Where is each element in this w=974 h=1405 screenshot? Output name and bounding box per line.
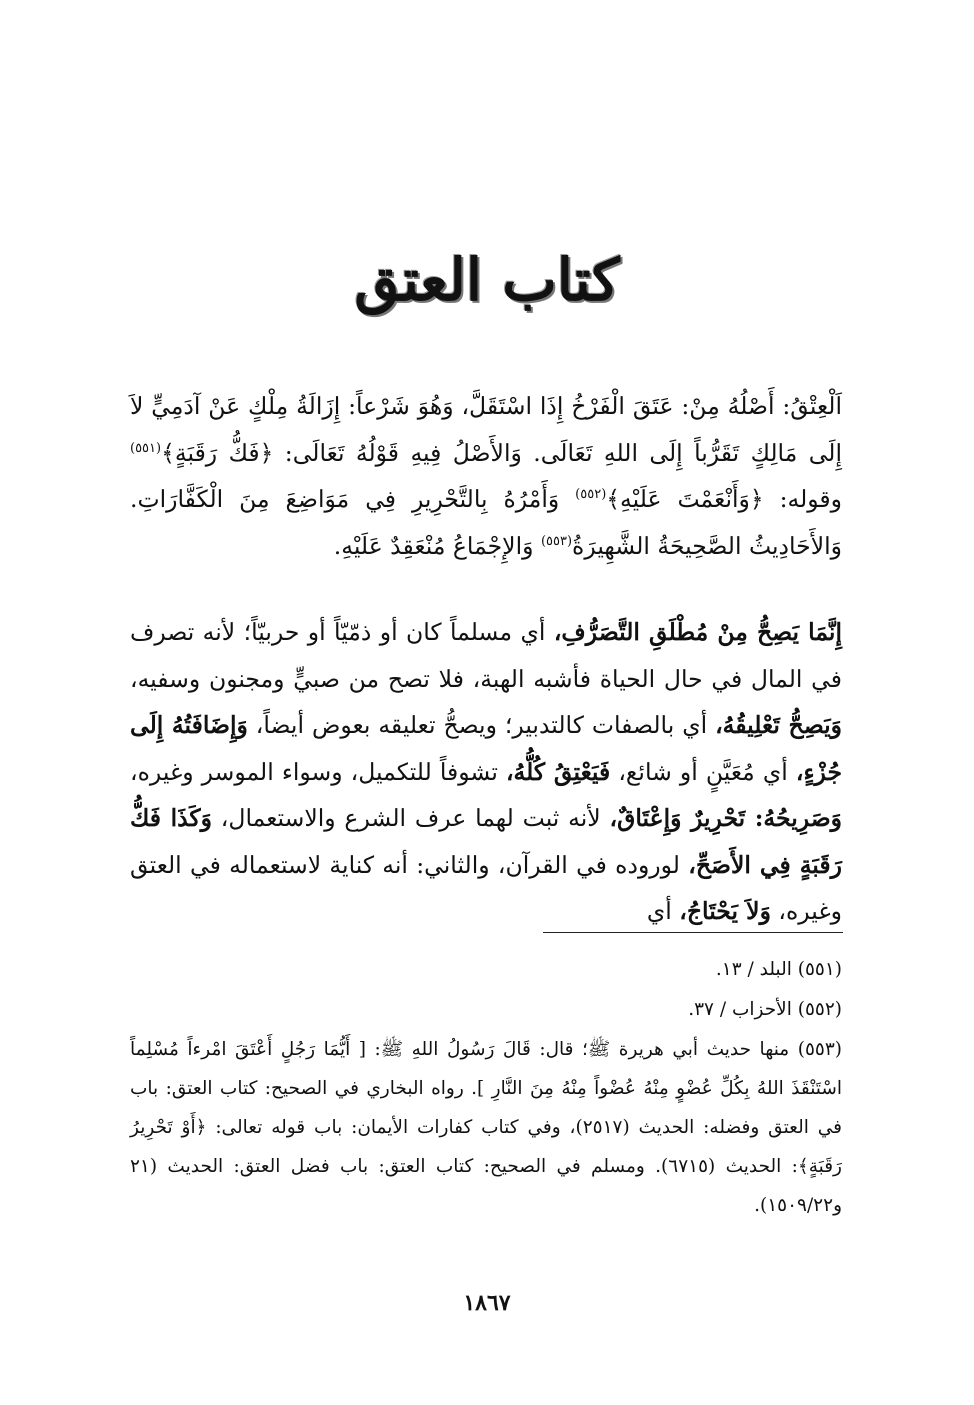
matn-segment: وَإِضَافَتُهُ إِلَى جُزْءٍ، [130, 711, 842, 786]
matn-segment: وَيَصِحُّ تَعْلِيقُهُ، [715, 711, 842, 739]
chapter-title: كتاب العتق [354, 246, 620, 314]
matn-segment: وَكَذَا فَكُّ رَقَبَةٍ فِي الأَصَحِّ، [130, 804, 842, 879]
intro-text-4: وَالإِجْمَاعُ مُنْعَقِدٌ عَلَيْهِ. [333, 531, 541, 560]
sharh-segment: أي [646, 897, 680, 925]
sharh-segment: لأنه ثبت لهما عرف الشرع والاستعمال، [211, 804, 610, 832]
footnote-ref-553[interactable]: (٥٥٣) [540, 533, 573, 549]
sharh-segment: لوروده في القرآن، والثاني: أنه كناية لاستعماله في العتق وغيره، [130, 850, 842, 925]
intro-text-2: وقوله: ﴿وَأَنْعَمْتَ عَلَيْهِ﴾ [606, 485, 843, 513]
footnote-553: (٥٥٣) منها حديث أبي هريرة ﷺ؛ قال: قَالَ رَسُولُ اللهِ ﷺ: [ أَيُّمَا رَجُلٍ أَعْتَقَ امْرءاً مُسْلِماً اسْتَنْقَذَ اللهُ بِكُلِّ عُضْوٍ مِنْهُ عُضْواً مِنْهُ مِنَ النَّارِ ]. رواه البخاري في الصحيح: كتاب العتق: باب في العتق وفضله: الحديث (٢٥١٧)، وفي كتاب كفارات الأيمان: باب قوله تعالى: ﴿أَوْ تَحْرِيرُ رَقَبَةٍ﴾: الحديث (٦٧١٥). ومسلم في الصحيح: كتاب العتق: باب فضل العتق: الحديث (٢١ و١٥٠٩/٢٢). [130, 1039, 843, 1216]
matn-segment: وَصَرِيحُهُ: تَحْرِيرٌ وَإِعْتَاقٌ، [609, 804, 843, 832]
intro-text-1: اَلْعِتْقُ: أَصْلُهُ مِنْ: عَتَقَ الْفَرْخُ إِذَا اسْتَقَلَّ، وَهُوَ شَرْعاً: إِزَالَةُ مِلْكٍ عَنْ آدَمِيٍّ لاَ إِلَى مَالِكٍ تَقَرُّباً إِلَى اللهِ تَعَالَى. وَالأَصْلُ فِيهِ قَوْلُهُ تَعَالَى: ﴿فَكُّ رَقَبَةٍ﴾ [130, 392, 842, 467]
sharh-segment: أي مسلماً كان أو ذمّيّاً أو حربيّاً؛ لأنه تصرف في المال في حال الحياة فأشبه الهبة، فلا تصح من صبيٍّ ومجنون وسفيه، [130, 618, 842, 693]
sharh-segment: تشوفاً للتكميل، وسواء الموسر وغيره، [130, 757, 506, 786]
sharh-segment: أي بالصفات كالتدبير؛ ويصحُّ تعليقه بعوض أيضاً، [247, 711, 716, 739]
matn-segment: فَيَعْتِقُ كُلُّهُ، [505, 757, 611, 786]
page-number: ١٨٦٧ [463, 1290, 511, 1316]
footnote-551: (٥٥١) البلد / ١٣. [715, 959, 842, 980]
footnote-552: (٥٥٢) الأحزاب / ٣٧. [688, 999, 842, 1020]
intro-text-3: وَأَمْرُهُ بِالتَّحْرِيرِ فِي مَوَاضِعَ مِنَ الْكَفَّارَاتِ. وَالأَحَادِيثُ الصَّحِيحَةُ الشَّهِيرَةُ [130, 485, 842, 560]
footnote-ref-551[interactable]: (٥٥١) [130, 440, 162, 456]
sharh-segment: أي مُعَيَّنٍ أو شائع، [610, 757, 796, 786]
commentary-paragraph [130, 609, 842, 935]
footnote-ref-552[interactable]: (٥٥٢) [575, 487, 607, 503]
footnote-divider [543, 932, 843, 933]
matn-segment: وَلاَ يَحْتَاجُ، [679, 897, 771, 925]
matn-segment: إِنَّمَا يَصِحُّ مِنْ مُطْلَقِ التَّصَرُّفِ، [553, 618, 842, 646]
intro-paragraph [130, 383, 842, 569]
